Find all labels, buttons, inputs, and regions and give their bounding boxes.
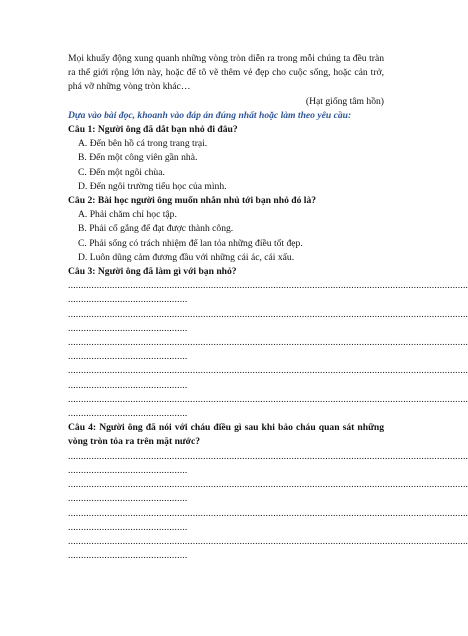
answer-line[interactable]: ..........................................................................................................................................................	[68, 280, 468, 292]
answer-line[interactable]: ..........................................................................................................................................................	[68, 393, 468, 405]
answer-line-continuation[interactable]: ..............................................	[68, 379, 188, 391]
q2-option-b[interactable]: B. Phải cố gắng để đạt được thành công.	[78, 223, 234, 235]
answer-line-continuation[interactable]: ..............................................	[68, 294, 188, 306]
answer-line[interactable]: ..........................................................................................................................................................	[68, 365, 468, 377]
instruction-text: Dựa vào bài đọc, khoanh vào đáp án đúng nhất hoặc làm theo yêu cầu:	[68, 109, 352, 121]
question-4: Câu 4: Người ông đã nói với cháu điều gì sau khi bảo cháu quan sát những vòng tròn tỏa ra trên mặt nước?	[68, 422, 384, 448]
intro-paragraph: Mọi khuấy động xung quanh những vòng tròn diễn ra trong mỗi chúng ta đều tràn ra thế giới rộng lớn này, hoặc để tô vẽ thêm vẻ đẹp cho cuộc sống, hoặc cản trở, phá vỡ những vòng tròn khác…	[68, 53, 384, 93]
question-1: Câu 1: Người ông đã dắt bạn nhỏ đi đâu?	[68, 124, 238, 136]
answer-line[interactable]: ..........................................................................................................................................................	[68, 479, 468, 491]
answer-line-continuation[interactable]: ..............................................	[68, 521, 188, 533]
q2-option-d[interactable]: D. Luôn dũng cảm đương đầu với những cái ác, cái xấu.	[78, 251, 295, 263]
answer-line-continuation[interactable]: ..............................................	[68, 351, 188, 363]
answer-line[interactable]: ..........................................................................................................................................................	[68, 507, 468, 519]
answer-line[interactable]: ..........................................................................................................................................................	[68, 450, 468, 462]
q1-option-a[interactable]: A. Đến bên hồ cá trong trang trại.	[78, 138, 208, 150]
q2-option-c[interactable]: C. Phải sống có trách nhiệm để lan tỏa những điều tốt đẹp.	[78, 237, 303, 249]
answer-line[interactable]: ..........................................................................................................................................................	[68, 308, 468, 320]
q1-option-c[interactable]: C. Đến một ngôi chùa.	[78, 166, 165, 178]
answer-line-continuation[interactable]: ..............................................	[68, 493, 188, 505]
answer-line-continuation[interactable]: ..............................................	[68, 322, 188, 334]
worksheet-page	[68, 52, 468, 563]
answer-line-continuation[interactable]: ..............................................	[68, 408, 188, 420]
q1-option-d[interactable]: D. Đến ngôi trường tiểu học của mình.	[78, 180, 227, 192]
q2-option-a[interactable]: A. Phải chăm chỉ học tập.	[78, 209, 177, 221]
question-2: Câu 2: Bài học người ông muốn nhắn nhủ tới bạn nhỏ đó là?	[68, 195, 317, 207]
answer-line[interactable]: ..........................................................................................................................................................	[68, 337, 468, 349]
question-3: Câu 3: Người ông đã làm gì với bạn nhỏ?	[68, 266, 237, 278]
answer-line[interactable]: ..........................................................................................................................................................	[68, 535, 468, 547]
source-citation: (Hạt giống tâm hồn)	[305, 95, 384, 107]
q1-option-b[interactable]: B. Đến một công viên gần nhà.	[78, 152, 198, 164]
answer-line-continuation[interactable]: ..............................................	[68, 464, 188, 476]
answer-line-continuation[interactable]: ..............................................	[68, 550, 188, 562]
